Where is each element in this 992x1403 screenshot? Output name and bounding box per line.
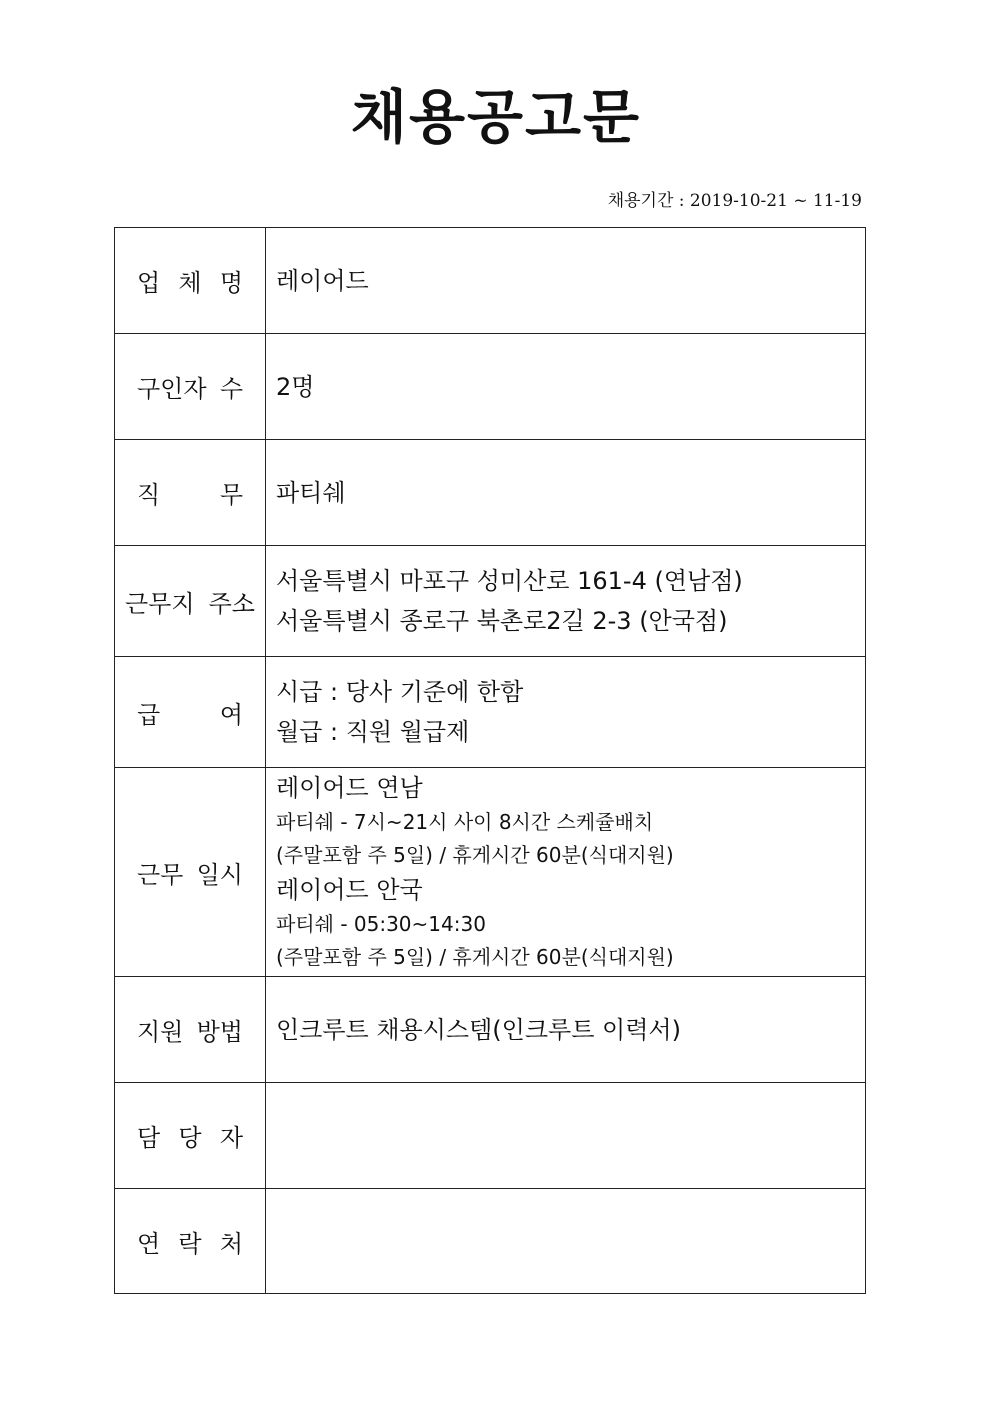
value-headcount bbox=[266, 334, 866, 440]
label-char: 체 bbox=[178, 269, 202, 297]
label-company bbox=[115, 228, 266, 334]
label-char: 담 bbox=[137, 1124, 161, 1152]
table-row-salary bbox=[115, 657, 866, 768]
table-row-address bbox=[115, 546, 866, 657]
table-row-contact bbox=[115, 1189, 866, 1294]
value-apply bbox=[266, 977, 866, 1083]
label-contact bbox=[115, 1189, 266, 1294]
apply-method: 인크루트 채용시스템(인크루트 이력서) bbox=[276, 1015, 681, 1044]
label-char: 근무지 bbox=[125, 589, 195, 618]
table-row-apply bbox=[115, 977, 866, 1083]
address-line: 서울특별시 마포구 성미산로 161-4 (연남점) bbox=[276, 567, 743, 595]
label-char: 급 bbox=[137, 700, 161, 729]
label-char: 지원 bbox=[137, 1018, 184, 1046]
job-posting-table bbox=[114, 227, 866, 1294]
label-schedule bbox=[115, 768, 266, 977]
label-char: 무 bbox=[219, 481, 243, 509]
label-char: 수 bbox=[219, 375, 243, 403]
label-manager bbox=[115, 1083, 266, 1189]
label-char: 당 bbox=[178, 1124, 202, 1152]
label-char: 직 bbox=[137, 481, 161, 509]
value-manager bbox=[266, 1083, 866, 1189]
headcount-value: 2명 bbox=[276, 372, 315, 401]
branch-note: (주말포함 주 5일) / 휴게시간 60분(식대지원) bbox=[276, 843, 674, 867]
value-schedule bbox=[266, 768, 866, 977]
label-char: 명 bbox=[219, 269, 243, 297]
page-title: 채용공고문 bbox=[350, 83, 642, 151]
table-row-manager bbox=[115, 1083, 866, 1189]
label-char: 구인자 bbox=[137, 375, 207, 403]
value-contact bbox=[266, 1189, 866, 1294]
label-char: 주소 bbox=[208, 589, 255, 618]
address-line: 서울특별시 종로구 북촌로2길 2-3 (안국점) bbox=[276, 607, 728, 635]
label-char: 자 bbox=[219, 1124, 243, 1152]
label-char: 근무 bbox=[137, 860, 184, 889]
value-job bbox=[266, 440, 866, 546]
value-company bbox=[266, 228, 866, 334]
label-char: 락 bbox=[178, 1229, 202, 1258]
branch-detail: 파티쉐 - 7시~21시 사이 8시간 스케쥴배치 bbox=[276, 810, 654, 834]
branch-name: 레이어드 안국 bbox=[276, 876, 423, 904]
label-address bbox=[115, 546, 266, 657]
salary-line: 시급 : 당사 기준에 한함 bbox=[276, 678, 524, 706]
value-salary bbox=[266, 657, 866, 768]
label-char: 일시 bbox=[196, 860, 243, 889]
branch-name: 레이어드 연남 bbox=[276, 774, 423, 802]
value-address bbox=[266, 546, 866, 657]
label-headcount bbox=[115, 334, 266, 440]
label-apply bbox=[115, 977, 266, 1083]
table-row-schedule bbox=[115, 768, 866, 977]
label-char: 연 bbox=[137, 1229, 161, 1258]
salary-line: 월급 : 직원 월급제 bbox=[276, 718, 470, 746]
label-job bbox=[115, 440, 266, 546]
table-row-job bbox=[115, 440, 866, 546]
branch-detail: 파티쉐 - 05:30~14:30 bbox=[276, 912, 486, 936]
label-char: 처 bbox=[219, 1229, 243, 1258]
label-char: 방법 bbox=[196, 1018, 243, 1046]
label-salary bbox=[115, 657, 266, 768]
recruitment-period: 채용기간 : 2019-10-21 ~ 11-19 bbox=[607, 191, 862, 211]
table-row-headcount bbox=[115, 334, 866, 440]
branch-note: (주말포함 주 5일) / 휴게시간 60분(식대지원) bbox=[276, 945, 674, 969]
label-char: 여 bbox=[219, 700, 243, 729]
label-char: 업 bbox=[137, 269, 161, 297]
company-name: 레이어드 bbox=[276, 266, 369, 295]
table-row-company bbox=[115, 228, 866, 334]
job-title: 파티쉐 bbox=[276, 478, 346, 507]
